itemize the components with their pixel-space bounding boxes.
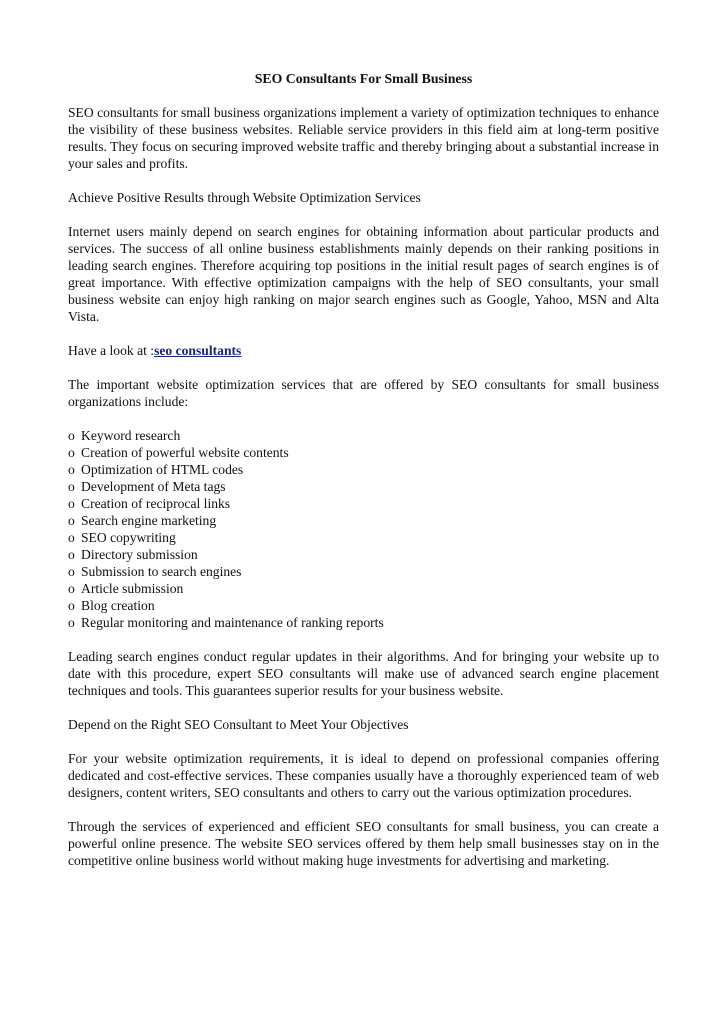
look-prefix: Have a look at :: [68, 343, 155, 358]
seo-consultants-link[interactable]: seo consultants: [154, 343, 242, 358]
list-item: [68, 529, 659, 546]
list-item: [68, 580, 659, 597]
intro-paragraph: SEO consultants for small business organizations implement a variety of optimization techniques to enhance the visibility of these business websites. Reliable service providers in this field aim at long-term positive results. They focus on securing improved website traffic and thereby bringing about a substantial increase in your sales and profits.: [68, 105, 659, 171]
list-item-text: Blog creation: [81, 598, 155, 613]
list-item-text: Keyword research: [81, 428, 181, 443]
document-title: SEO Consultants For Small Business: [254, 71, 473, 86]
requirements-paragraph: For your website optimization requirements, it is ideal to depend on professional companies offering dedicated and cost-effective services. These companies usually have a thoroughly experienced team of web designers, content writers, SEO consultants and others to carry out the various optimization procedures.: [68, 751, 659, 800]
list-item-text: SEO copywriting: [81, 530, 176, 545]
list-item: [68, 546, 659, 563]
search-engines-paragraph: Internet users mainly depend on search engines for obtaining information about particular products and services. The success of all online business establishments mainly depends on their ranking positions in leading search engines. Therefore acquiring top positions in the initial result pages of search engines is of great importance. With effective optimization campaigns with the help of SEO consultants, your small business website can enjoy high ranking on major search engines such as Google, Yahoo, MSN and Alta Vista.: [68, 224, 659, 324]
services-list: [68, 427, 659, 631]
section-heading-consultant: Depend on the Right SEO Consultant to Meet Your Objectives: [68, 717, 409, 732]
services-intro-paragraph: The important website optimization services that are offered by SEO consultants for small business organizations include:: [68, 377, 659, 409]
list-item: [68, 478, 659, 495]
list-item-text: Submission to search engines: [81, 564, 242, 579]
list-item-text: Regular monitoring and maintenance of ranking reports: [81, 615, 384, 630]
list-item: [68, 495, 659, 512]
list-item: [68, 563, 659, 580]
bullet-marker: o: [68, 530, 75, 545]
list-item: [68, 597, 659, 614]
bullet-marker: o: [68, 513, 75, 528]
bullet-marker: o: [68, 462, 75, 477]
bullet-marker: o: [68, 615, 75, 630]
bullet-marker: o: [68, 547, 75, 562]
list-item-text: Creation of powerful website contents: [81, 445, 289, 460]
list-item-text: Development of Meta tags: [81, 479, 226, 494]
bullet-marker: o: [68, 598, 75, 613]
document-page: [68, 70, 659, 886]
closing-paragraph: Through the services of experienced and efficient SEO consultants for small business, you can create a powerful online presence. The website SEO services offered by them help small businesses stay on in the competitive online business world without making huge investments for advertising and marketing.: [68, 819, 659, 868]
list-item-text: Creation of reciprocal links: [81, 496, 231, 511]
bullet-marker: o: [68, 428, 75, 443]
section-heading-results: Achieve Positive Results through Website Optimization Services: [68, 190, 421, 205]
list-item-text: Search engine marketing: [81, 513, 217, 528]
bullet-marker: o: [68, 479, 75, 494]
bullet-marker: o: [68, 581, 75, 596]
list-item: [68, 444, 659, 461]
list-item: [68, 614, 659, 631]
list-item-text: Article submission: [81, 581, 184, 596]
bullet-marker: o: [68, 445, 75, 460]
look-line: [68, 342, 659, 359]
bullet-marker: o: [68, 496, 75, 511]
list-item: [68, 512, 659, 529]
updates-paragraph: Leading search engines conduct regular updates in their algorithms. And for bringing your website up to date with this procedure, expert SEO consultants will make use of advanced search engine placement techniques and tools. This guarantees superior results for your business website.: [68, 649, 659, 698]
list-item-text: Directory submission: [81, 547, 198, 562]
list-item-text: Optimization of HTML codes: [81, 462, 244, 477]
list-item: [68, 427, 659, 444]
bullet-marker: o: [68, 564, 75, 579]
list-item: [68, 461, 659, 478]
